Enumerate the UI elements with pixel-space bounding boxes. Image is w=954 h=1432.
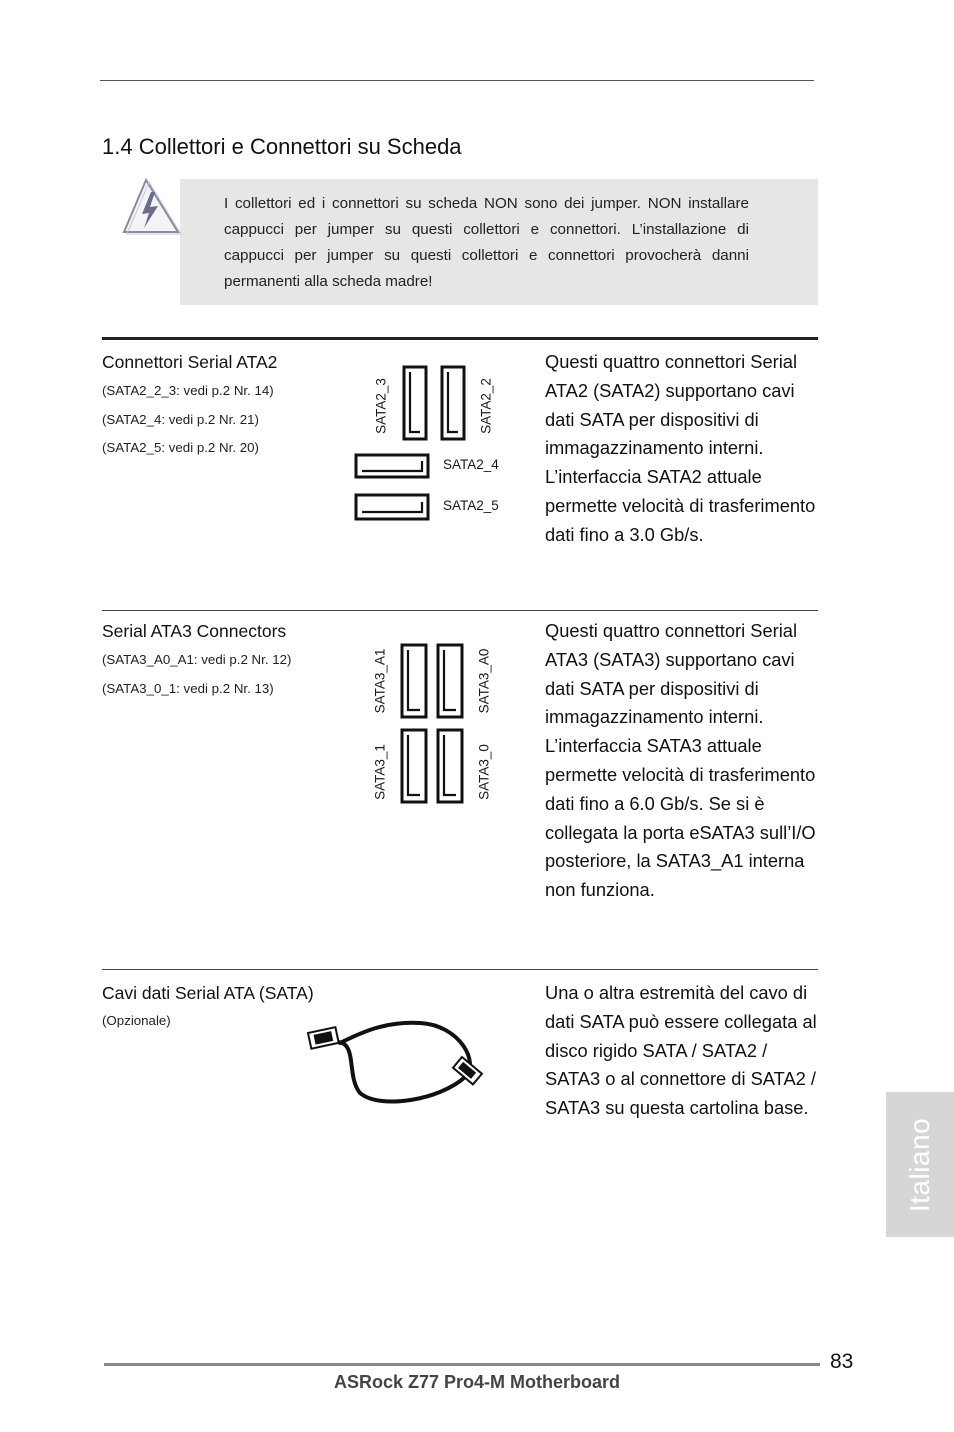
sata2-title: Connettori Serial ATA2: [102, 352, 278, 372]
sata2-2-label: SATA2_2: [478, 378, 494, 434]
cable-connector-left: [308, 1027, 339, 1048]
page-number: 83: [830, 1350, 854, 1373]
sata2-4-label: SATA2_4: [443, 457, 499, 472]
footer-title: ASRock Z77 Pro4-M Motherboard: [333, 1372, 621, 1392]
cable-connector-right: [453, 1057, 482, 1084]
sata-cable-illustration: [300, 1015, 500, 1110]
top-rule: [100, 80, 814, 81]
section-title: 1.4 Collettori e Connettori su Scheda: [102, 134, 462, 159]
sata3-a1-label: SATA3_A1: [372, 648, 388, 714]
sata3-ref: (SATA3_A0_A1: vedi p.2 Nr. 12): [102, 652, 292, 667]
sata2-ref: (SATA2_5: vedi p.2 Nr. 20): [102, 440, 259, 455]
cable-title: Cavi dati Serial ATA (SATA): [102, 983, 314, 1003]
sata2-4-connector: [356, 455, 428, 477]
warning-text: I collettori ed i connettori su scheda NON sono dei jumper. NON installare cappucci per jumper su questi collettori e connettori. L’installazione di cappucci per jumper su questi collettori e connettori provocherà danni permanenti alla scheda madre!: [224, 195, 749, 290]
sata2-5-connector: [356, 495, 428, 519]
sata3-a0-connector: [438, 645, 462, 717]
cable-note: (Opzionale): [102, 1013, 171, 1028]
sata3-0-connector: [438, 730, 462, 802]
sata3-1-connector: [402, 730, 426, 802]
sata3-ref: (SATA3_0_1: vedi p.2 Nr. 13): [102, 681, 274, 696]
sata2-2-connector: [442, 367, 464, 439]
sata2-ref: (SATA2_4: vedi p.2 Nr. 21): [102, 412, 259, 427]
sata3-a0-label: SATA3_A0: [476, 648, 492, 714]
sata2-5-label: SATA2_5: [443, 498, 499, 513]
sata3-1-label: SATA3_1: [372, 744, 388, 800]
sata2-description: Questi quattro connettori Serial ATA2 (SATA2) supportano cavi dati SATA per dispositivi di immagazzinamento interni. L’interfaccia SATA2 attuale permette velocità di trasferimento dati fino a 3.0 Gb/s.: [545, 351, 816, 545]
sata3-0-label: SATA3_0: [476, 744, 492, 800]
section-divider: [102, 969, 818, 970]
section-divider-thick: [102, 337, 818, 340]
bottom-rule: [104, 1363, 820, 1366]
sata2-3-connector: [404, 367, 426, 439]
sata2-ref: (SATA2_2_3: vedi p.2 Nr. 14): [102, 383, 274, 398]
sata3-description: Questi quattro connettori Serial ATA3 (SATA3) supportano cavi dati SATA per dispositivi di immagazzinamento interni. L’interfaccia SATA3 attuale permette velocità di trasferimento dati fino a 6.0 Gb/s. Se si è collegata la porta eSATA3 sull’I/O posteriore, la SATA3_A1 interna non funziona.: [545, 620, 816, 901]
warning-lightning-icon: [120, 176, 182, 236]
cable-description: Una o altra estremità del cavo di dati SATA può essere collegata al disco rigido SATA / SATA2 / SATA3 o al connettore di SATA2 / SATA3 su questa cartolina base.: [545, 982, 817, 1119]
sata2-3-label: SATA2_3: [373, 378, 389, 434]
sata3-a1-connector: [402, 645, 426, 717]
language-tab-label: Italiano: [904, 1117, 935, 1212]
language-tab: [886, 1092, 954, 1237]
section-divider: [102, 610, 818, 611]
sata3-title: Serial ATA3 Connectors: [102, 621, 287, 641]
